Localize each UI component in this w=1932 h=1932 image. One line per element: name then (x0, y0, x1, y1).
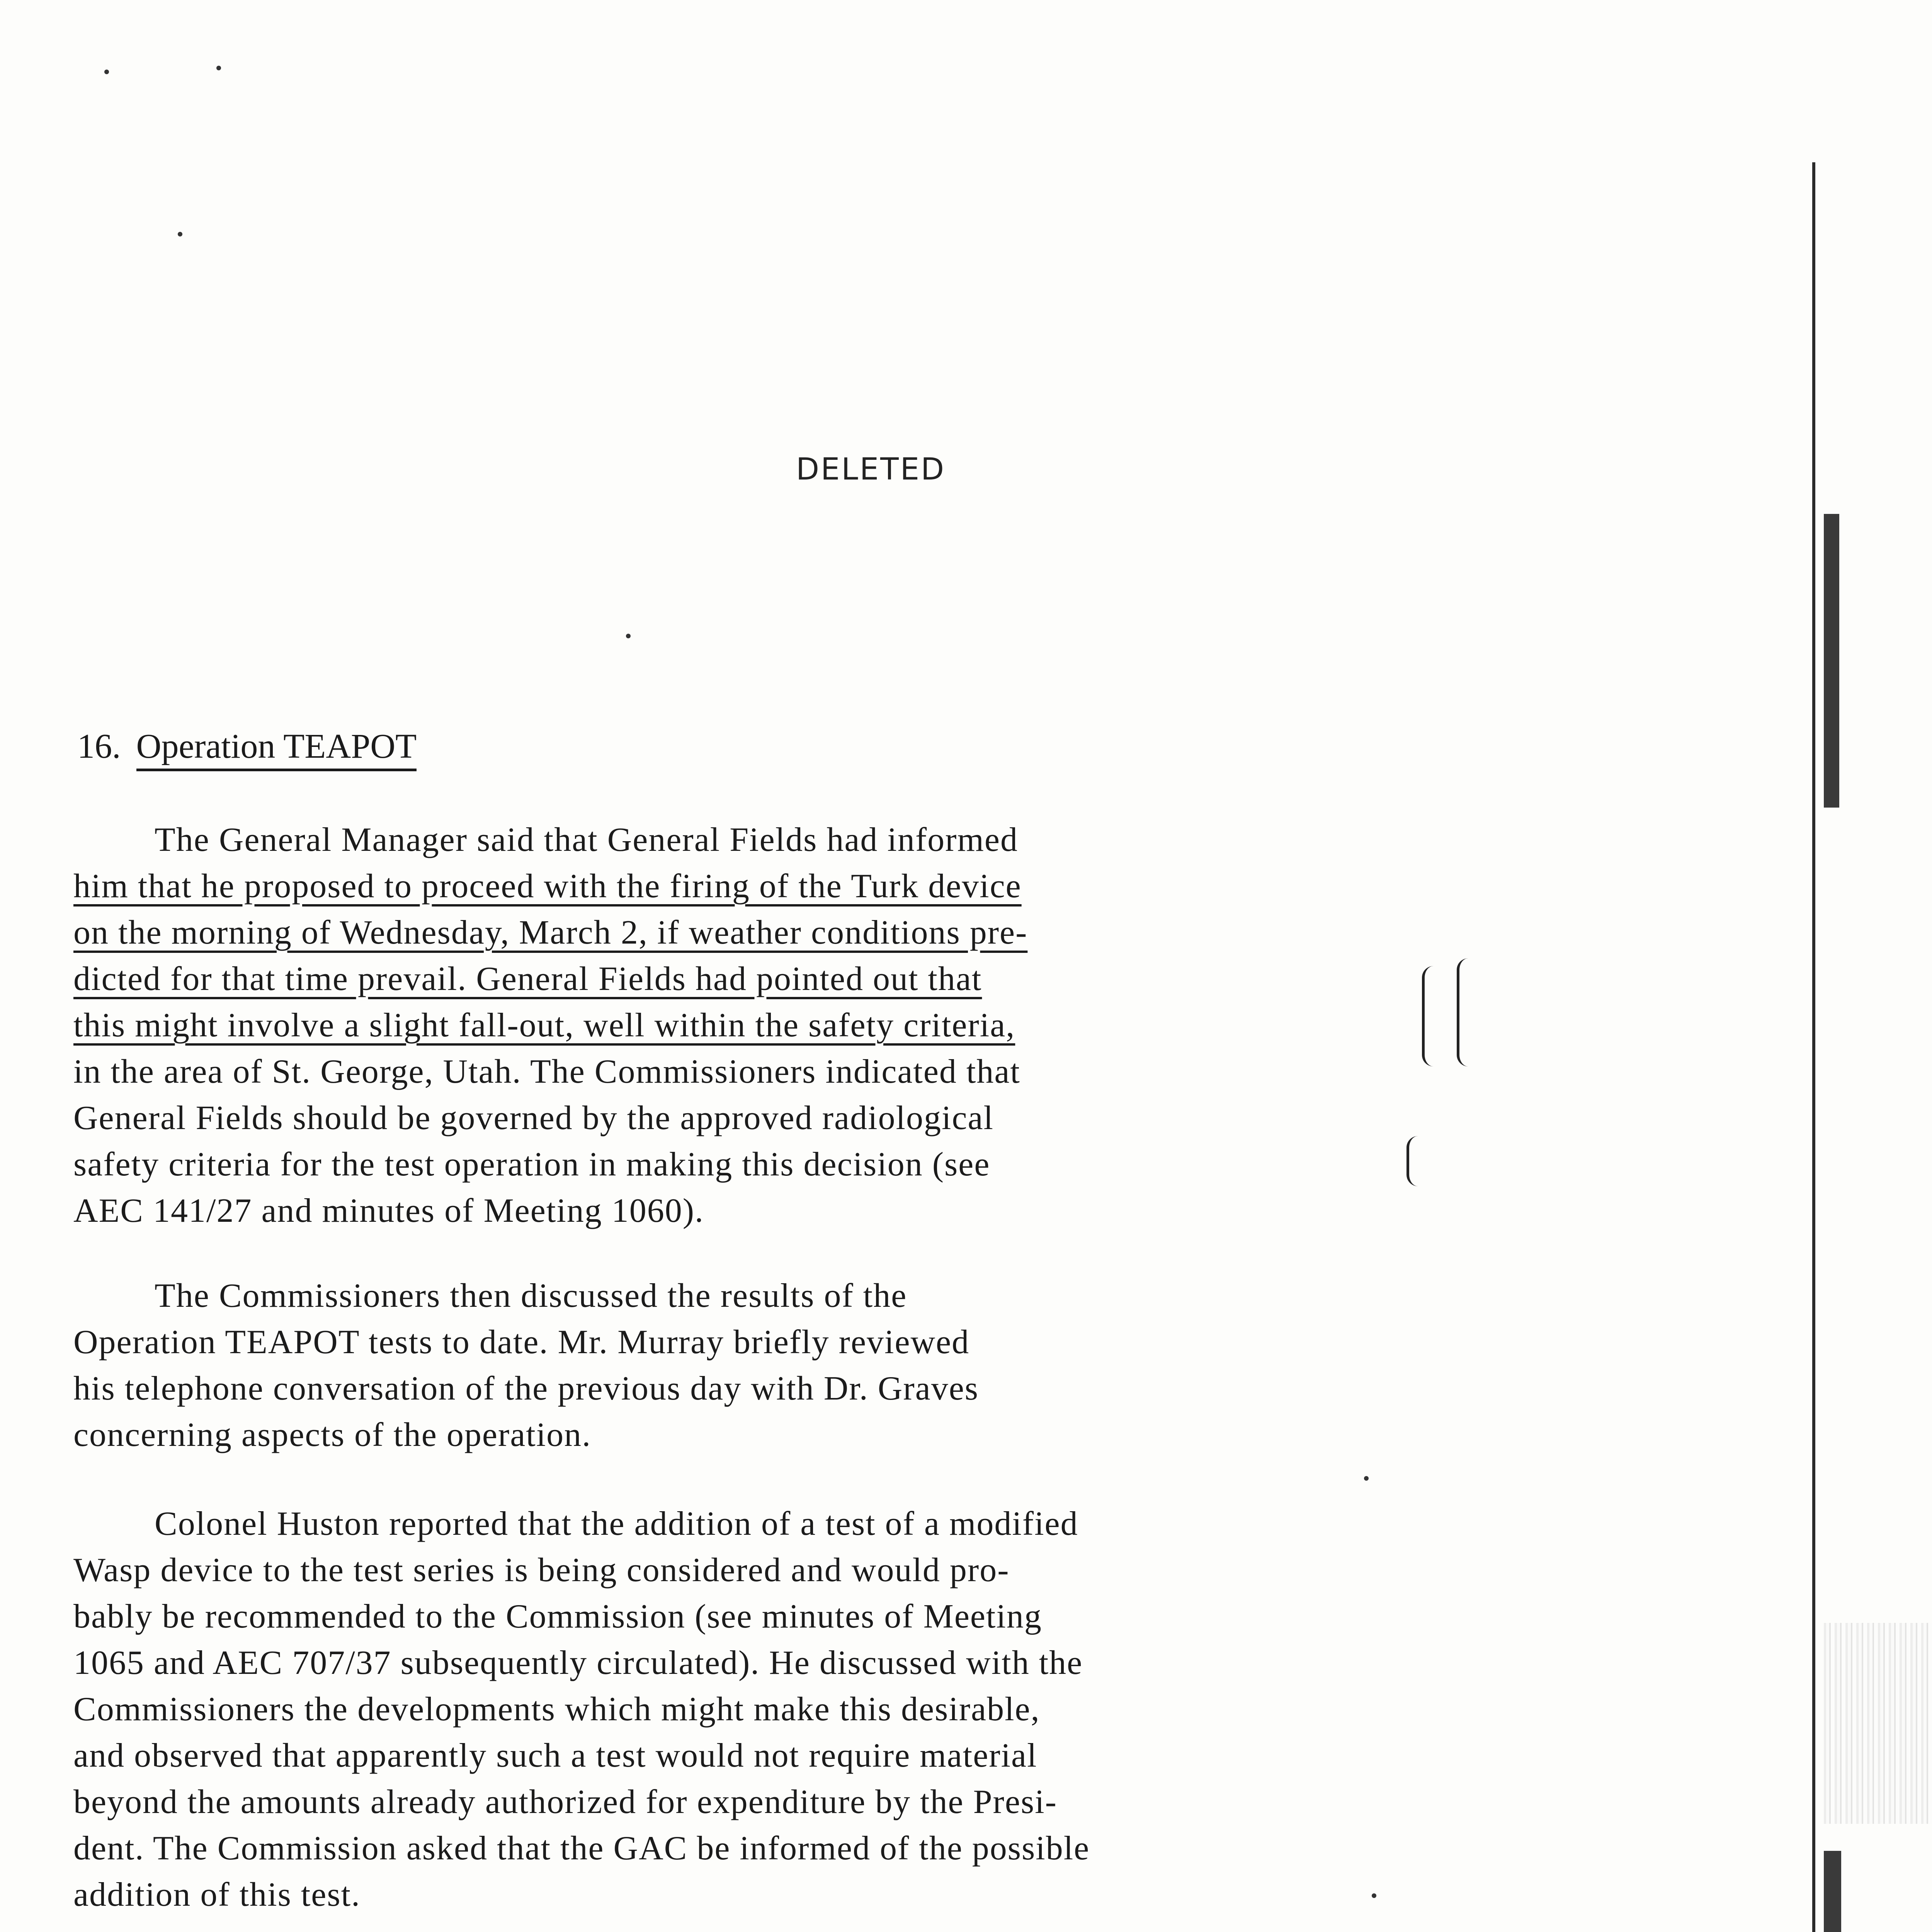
paragraph-line: dicted for that time prevail. General Fields had pointed out that (73, 960, 982, 998)
paragraph-line: bably be recommended to the Commission (see minutes of Meeting (73, 1598, 1042, 1635)
scan-edge-line (1812, 162, 1815, 1932)
paragraph-line: Colonel Huston reported that the addition of a test of a modified (155, 1505, 1078, 1543)
scan-speck (626, 634, 631, 638)
paragraph-line: safety criteria for the test operation in making this decision (see (73, 1146, 990, 1183)
scan-speck (104, 70, 109, 74)
paragraph-line: Commissioners the developments which might make this desirable, (73, 1690, 1040, 1728)
paragraph-line: The Commissioners then discussed the results of the (155, 1277, 907, 1315)
paragraph-line: his telephone conversation of the previous day with Dr. Graves (73, 1370, 979, 1407)
paragraph-line: dent. The Commission asked that the GAC be informed of the possible (73, 1830, 1090, 1867)
margin-bracket (1406, 1136, 1421, 1186)
paragraph-line: General Fields should be governed by the approved radiological (73, 1099, 994, 1137)
paragraph-line: addition of this test. (73, 1876, 361, 1913)
paragraph-line: concerning aspects of the operation. (73, 1416, 592, 1454)
paragraph-line: him that he proposed to proceed with the firing of the Turk device (73, 867, 1022, 905)
paragraph-line: Operation TEAPOT tests to date. Mr. Murray briefly reviewed (73, 1323, 970, 1361)
paragraph-line: beyond the amounts already authorized for expenditure by the Presi- (73, 1783, 1057, 1821)
margin-bracket (1422, 966, 1436, 1066)
paragraph-line: and observed that apparently such a test would not require material (73, 1737, 1037, 1774)
scan-dark-bar (1824, 1851, 1841, 1932)
scan-noise (1824, 1623, 1932, 1824)
paragraph-line: AEC 141/27 and minutes of Meeting 1060). (73, 1192, 704, 1230)
paragraph-line: on the morning of Wednesday, March 2, if weather conditions pre- (73, 914, 1028, 951)
section-heading (77, 726, 417, 771)
paragraph-line: The General Manager said that General Fields had informed (155, 821, 1018, 859)
deleted-stamp: DELETED (796, 452, 946, 487)
scan-speck (1372, 1893, 1376, 1898)
scan-speck (1364, 1476, 1369, 1481)
paragraph-line: in the area of St. George, Utah. The Commissioners indicated that (73, 1053, 1020, 1090)
scan-speck (178, 232, 182, 236)
section-number: 16. (77, 727, 121, 765)
paragraph-line: this might involve a slight fall-out, well within the safety criteria, (73, 1007, 1015, 1044)
section-title: Operation TEAPOT (136, 726, 417, 771)
scan-speck (216, 66, 221, 70)
margin-bracket (1457, 958, 1471, 1066)
paragraph-line: 1065 and AEC 707/37 subsequently circulated). He discussed with the (73, 1644, 1083, 1682)
scan-dark-bar (1824, 514, 1839, 808)
paragraph-line: Wasp device to the test series is being considered and would pro- (73, 1551, 1010, 1589)
